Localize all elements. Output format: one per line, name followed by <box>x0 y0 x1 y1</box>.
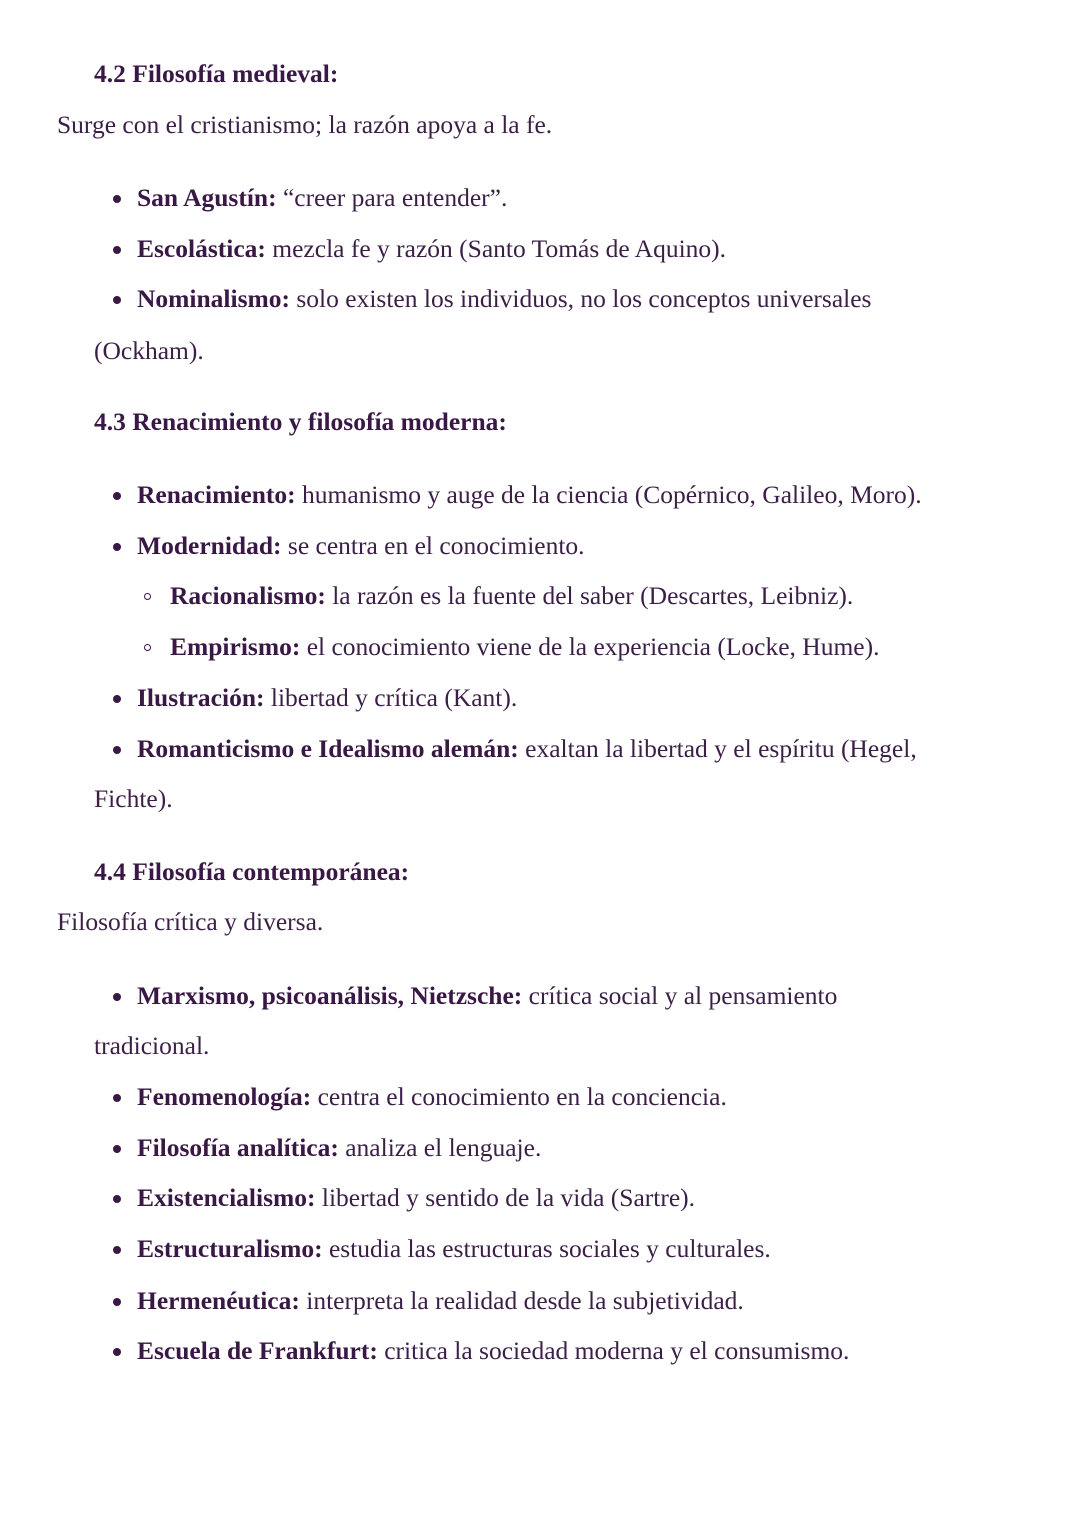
list-item <box>137 1181 695 1215</box>
sub-list-item-term: Empirismo: <box>170 632 301 661</box>
list-item-text: estudia las estructuras sociales y culturales. <box>322 1234 771 1263</box>
list-item-text: libertad y sentido de la vida (Sartre). <box>315 1183 696 1212</box>
section-heading-moderna: 4.3 Renacimiento y filosofía moderna: <box>94 407 507 436</box>
list-item-text: libertad y crítica (Kant). <box>264 683 518 712</box>
bullet-icon <box>113 746 121 754</box>
bullet-icon <box>113 195 121 203</box>
list-item <box>137 979 837 1013</box>
list-item <box>137 1232 771 1266</box>
sub-list-item <box>170 630 879 664</box>
list-item <box>137 1284 744 1318</box>
list-item <box>137 478 922 512</box>
list-item-text: se centra en el conocimiento. <box>281 531 585 560</box>
list-item <box>137 1334 849 1368</box>
bullet-icon <box>113 246 121 254</box>
list-item-text: analiza el lenguaje. <box>338 1133 542 1162</box>
list-item <box>137 232 726 266</box>
bullet-icon <box>113 492 121 500</box>
list-item <box>137 681 517 715</box>
bullet-icon <box>113 1195 121 1203</box>
list-item <box>137 732 917 766</box>
list-item-term: Renacimiento: <box>137 480 296 509</box>
list-item-term: Existencialismo: <box>137 1183 316 1212</box>
list-item <box>137 1080 727 1114</box>
bullet-icon <box>113 1298 121 1306</box>
list-item-term: Marxismo, psicoanálisis, Nietzsche: <box>137 981 523 1010</box>
list-item-text: centra el conocimiento en la conciencia. <box>311 1082 727 1111</box>
list-item-term: Hermenéutica: <box>137 1286 300 1315</box>
list-item-text: interpreta la realidad desde la subjetividad. <box>299 1286 744 1315</box>
sub-list-item-text: el conocimiento viene de la experiencia (Locke, Hume). <box>300 632 880 661</box>
list-item-text: “creer para entender”. <box>276 183 508 212</box>
bullet-icon <box>113 695 121 703</box>
list-item-term: Fenomenología: <box>137 1082 312 1111</box>
list-item-term: Ilustración: <box>137 683 265 712</box>
bullet-icon <box>113 1348 121 1356</box>
list-item <box>137 1131 541 1165</box>
list-item-continuation: tradicional. <box>94 1031 210 1060</box>
list-item <box>137 282 871 316</box>
list-item-term: Romanticismo e Idealismo alemán: <box>137 734 519 763</box>
section-intro-medieval: Surge con el cristianismo; la razón apoya a la fe. <box>57 110 553 139</box>
sub-list-item <box>170 579 853 613</box>
bullet-icon <box>113 543 121 551</box>
sub-list-item-term: Racionalismo: <box>170 581 326 610</box>
list-item-text: mezcla fe y razón (Santo Tomás de Aquino). <box>265 234 727 263</box>
sub-list-item-text: la razón es la fuente del saber (Descartes, Leibniz). <box>325 581 854 610</box>
sub-bullet-icon <box>144 644 151 651</box>
list-item-text: critica la sociedad moderna y el consumismo. <box>377 1336 850 1365</box>
list-item-text: exaltan la libertad y el espíritu (Hegel, <box>518 734 917 763</box>
list-item <box>137 181 507 215</box>
bullet-icon <box>113 1246 121 1254</box>
list-item-continuation: (Ockham). <box>94 336 204 365</box>
list-item-text: humanismo y auge de la ciencia (Copérnico, Galileo, Moro). <box>295 480 922 509</box>
list-item-term: Escuela de Frankfurt: <box>137 1336 378 1365</box>
list-item-term: Estructuralismo: <box>137 1234 323 1263</box>
bullet-icon <box>113 296 121 304</box>
list-item-continuation: Fichte). <box>94 784 173 813</box>
list-item-term: San Agustín: <box>137 183 277 212</box>
list-item-text: solo existen los individuos, no los conceptos universales <box>290 284 872 313</box>
bullet-icon <box>113 1145 121 1153</box>
section-intro-contemporanea: Filosofía crítica y diversa. <box>57 907 324 936</box>
section-heading-contemporanea: 4.4 Filosofía contemporánea: <box>94 857 410 886</box>
list-item-term: Escolástica: <box>137 234 266 263</box>
sub-bullet-icon <box>144 593 151 600</box>
bullet-icon <box>113 1094 121 1102</box>
list-item-term: Nominalismo: <box>137 284 290 313</box>
list-item-term: Filosofía analítica: <box>137 1133 339 1162</box>
section-heading-medieval: 4.2 Filosofía medieval: <box>94 59 339 88</box>
bullet-icon <box>113 993 121 1001</box>
list-item-term: Modernidad: <box>137 531 282 560</box>
list-item <box>137 529 585 563</box>
list-item-text: crítica social y al pensamiento <box>522 981 838 1010</box>
